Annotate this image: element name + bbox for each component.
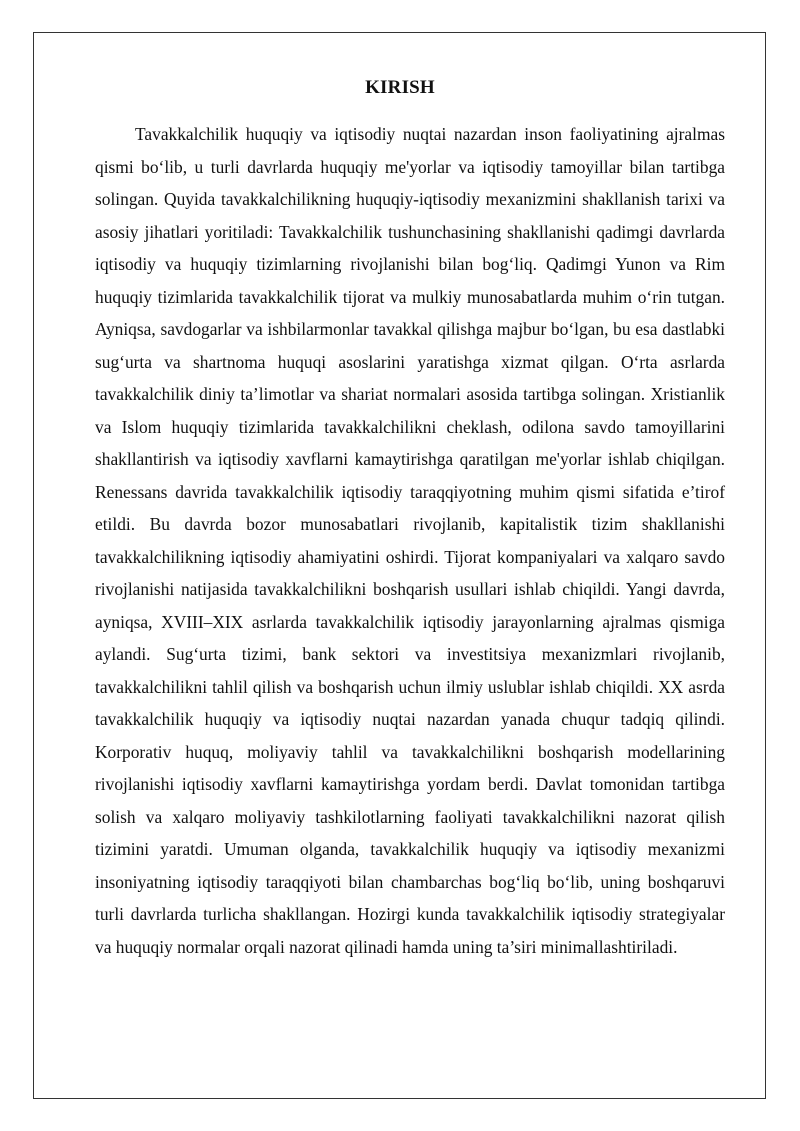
body-paragraph: Tavakkalchilik huquqiy va iqtisodiy nuqtai nazardan inson faoliyatining ajralmas qismi bo‘lib, u turli davrlarda huquqiy me'yorlar va iqtisodiy tamoyillar bilan tartibga solingan. Quyida tavakkalchilikning huquqiy-iqtisodiy mexanizmini shakllanish tarixi va asosiy jihatlari yoritiladi: Tavakkalchilik tushunchasining shakllanishi qadimgi davrlarda iqtisodiy va huquqiy tizimlarning rivojlanishi bilan bog‘liq. Qadimgi Yunon va Rim huquqiy tizimlarida tavakkalchilik tijorat va mulkiy munosabatlarda muhim o‘rin tutgan. Ayniqsa, savdogarlar va ishbilarmonlar tavakkal qilishga majbur bo‘lgan, bu esa dastlabki sug‘urta va shartnoma huquqi asoslarini yaratishga xizmat qilgan. O‘rta asrlarda tavakkalchilik diniy ta’limotlar va shariat normalari asosida tartibga solingan. Xristianlik va Islom huquqiy tizimlarida tavakkalchilikni cheklash, odilona savdo tamoyillarini shakllantirish va iqtisodiy xavflarni kamaytirishga qaratilgan me'yorlar ishlab chiqilgan. Renessans davrida tavakkalchilik iqtisodiy taraqqiyotning muhim qismi sifatida e’tirof etildi. Bu davrda bozor munosabatlari rivojlanib, kapitalistik tizim shakllanishi tavakkalchilikning iqtisodiy ahamiyatini oshirdi. Tijorat kompaniyalari va xalqaro savdo rivojlanishi natijasida tavakkalchilikni boshqarish usullari ishlab chiqildi. Yangi davrda, ayniqsa, XVIII–XIX asrlarda tavakkalchilik iqtisodiy jarayonlarning ajralmas qismiga aylandi. Sug‘urta tizimi, bank sektori va investitsiya mexanizmlari rivojlanib, tavakkalchilikni tahlil qilish va boshqarish uchun ilmiy uslublar ishlab chiqildi. XX asrda tavakkalchilik huquqiy va iqtisodiy nuqtai nazardan yanada chuqur tadqiq qilindi. Korporativ huquq, moliyaviy tahlil va tavakkalchilikni boshqarish modellarining rivojlanishi iqtisodiy xavflarni kamaytirishga yordam berdi. Davlat tomonidan tartibga solish va xalqaro moliyaviy tashkilotlarning faoliyati tavakkalchilikni nazorat qilish tizimini yaratdi. Umuman olganda, tavakkalchilik huquqiy va iqtisodiy mexanizmi insoniyatning iqtisodiy taraqqiyoti bilan chambarchas bog‘liq bo‘lib, uning boshqaruvi turli davrlarda turlicha shakllangan. Hozirgi kunda tavakkalchilik iqtisodiy strategiyalar va huquqiy normalar orqali nazorat qilinadi hamda uning ta’siri minimallashtiriladi. <box>95 124 725 957</box>
section-title: KIRISH <box>365 77 435 98</box>
